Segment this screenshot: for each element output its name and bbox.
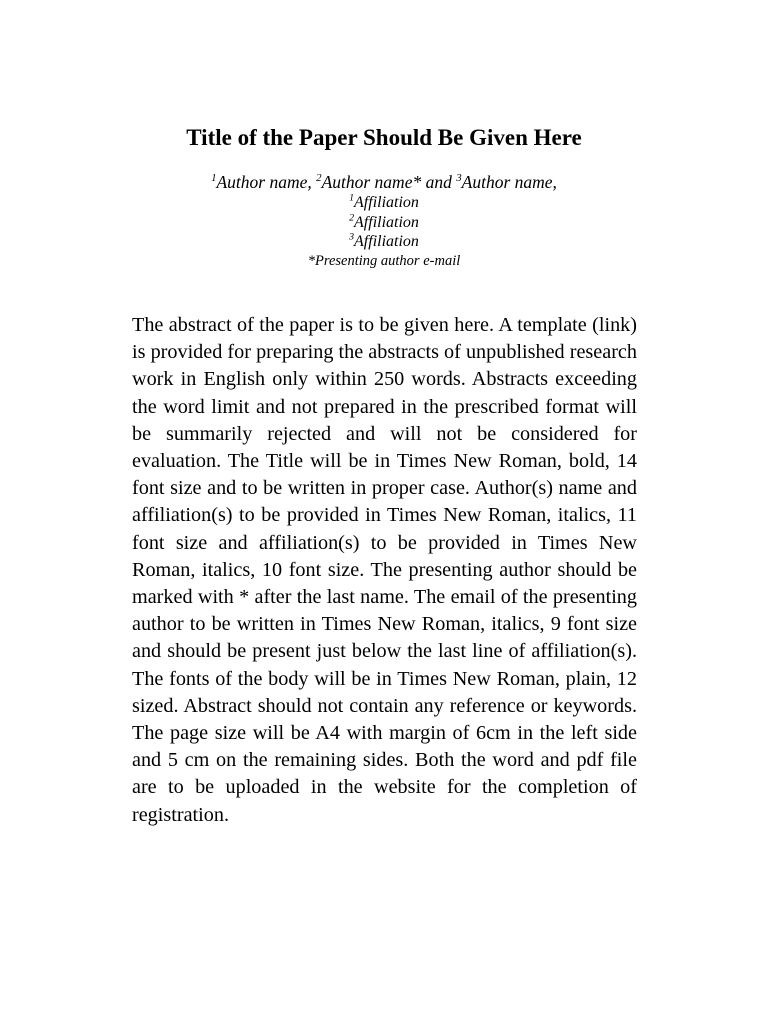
affiliation-2-superscript: 2 — [349, 212, 355, 224]
author-3-name: Author name — [461, 172, 553, 192]
affiliation-2-text: Affiliation — [354, 213, 419, 231]
abstract-body: The abstract of the paper is to be given here. A template (link) is provided for preparing the abstracts of unpublished research work in English only within 250 words. Abstracts exceeding the word limit and not prepared in the prescribed format will be summarily rejected and will not be considered for evaluation. The Title will be in Times New Roman, bold, 14 font size and to be written in proper case. Author(s) name and affiliation(s) to be provided in Times New Roman, italics, 11 font size and affiliation(s) to be provided in Times New Roman, italics, 10 font size. The presenting author should be marked with * after the last name. The email of the presenting author to be written in Times New Roman, italics, 9 font size and should be present just below the last line of affiliation(s). The fonts of the body will be in Times New Roman, plain, 12 sized. Abstract should not contain any reference or keywords. The page size will be A4 with margin of 6cm in the left side and 5 cm on the remaining sides. Both the word and pdf file are to be uploaded in the website for the completion of registration. — [132, 314, 637, 826]
author-list — [0, 171, 768, 193]
affiliation-1-superscript: 1 — [349, 192, 355, 204]
author-2-name: Author name* — [321, 172, 422, 192]
affiliation-3 — [0, 232, 768, 252]
paper-title: Title of the Paper Should Be Given Here — [186, 125, 582, 150]
affiliation-3-superscript: 3 — [349, 231, 355, 243]
author-3-separator: , — [552, 172, 557, 192]
author-1-separator: , — [307, 172, 317, 192]
affiliation-3-text: Affiliation — [354, 233, 419, 250]
affiliation-1-text: Affiliation — [354, 194, 419, 211]
author-2-separator: and — [421, 172, 457, 192]
author-1-superscript: 1 — [211, 172, 217, 185]
author-block — [0, 171, 768, 271]
author-3-superscript: 3 — [456, 172, 462, 185]
presenting-author-email: *Presenting author e-mail — [307, 252, 461, 269]
affiliation-2 — [0, 213, 768, 233]
author-1-name: Author name — [216, 172, 308, 192]
affiliation-1 — [0, 193, 768, 213]
author-2-superscript: 2 — [316, 172, 322, 185]
